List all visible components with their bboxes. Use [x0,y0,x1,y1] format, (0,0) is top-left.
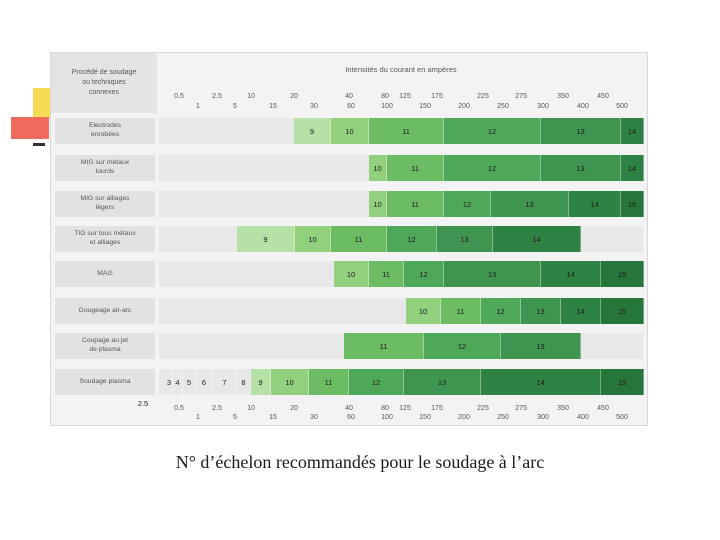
current-intensity-header: Intensités du courant en ampères [345,65,457,74]
bottom-tick-b-5: 100 [381,414,393,421]
top-tick-a-11: 450 [597,93,609,100]
bottom-tick-a-11: 450 [597,405,609,412]
shade-number-cell: 10 [271,369,309,395]
top-tick-b-6: 150 [419,103,431,110]
plasma-low-tick: 2.5 [137,399,149,408]
shade-number-cell: 12 [424,333,501,359]
shade-number-cell: 9 [237,226,295,252]
process-label: MIG sur métaux lourds [55,155,155,181]
bottom-tick-b-9: 300 [537,414,549,421]
shade-number-cell: 8 [237,369,251,395]
shade-number-cell: 13 [444,261,541,287]
shade-number-cell: 12 [444,155,541,181]
top-tick-b-11: 500 [616,103,628,110]
shade-number-cell: 15 [621,191,644,217]
top-tick-b-1: 5 [233,103,237,110]
bottom-tick-b-11: 500 [616,414,628,421]
top-tick-b-4: 60 [347,103,355,110]
process-label: MIG sur alliages légers [55,191,155,217]
top-tick-b-2: 15 [269,103,277,110]
shade-number-cell: 13 [541,118,621,144]
process-label: MAG [55,261,155,287]
shade-number-cell: 10 [406,298,441,324]
shade-number-cell: 10 [334,261,369,287]
process-label: Gougeage air-arc [55,298,155,324]
bottom-tick-b-8: 250 [497,414,509,421]
process-label: TIG sur tous métaux et alliages [55,226,155,252]
bottom-tick-b-0: 1 [196,414,200,421]
shade-number-cell: 11 [441,298,481,324]
shade-number-cell: 13 [501,333,581,359]
shade-number-cell: 11 [369,261,404,287]
shade-number-cell: 14 [569,191,621,217]
top-tick-a-6: 125 [399,93,411,100]
top-tick-a-8: 225 [477,93,489,100]
shade-number-cell: 15 [601,298,644,324]
top-tick-b-7: 200 [458,103,470,110]
top-tick-b-3: 30 [310,103,318,110]
shade-number-cell: 13 [541,155,621,181]
shade-number-cell: 11 [309,369,349,395]
shade-number-cell: 12 [404,261,444,287]
shade-number-cell: 10 [331,118,369,144]
shade-number-cell: 11 [369,118,444,144]
shade-number-cell: 11 [344,333,424,359]
shade-number-cell: 14 [621,118,644,144]
bottom-tick-a-1: 2.5 [212,405,222,412]
bottom-tick-b-7: 200 [458,414,470,421]
shade-number-cell: 7 [213,369,237,395]
slide-caption: N° d’échelon recommandés pour le soudage à l’arc [175,452,545,472]
shade-number-cell: 9 [251,369,271,395]
shade-number-cell: 13 [437,226,493,252]
shade-number-cell: 12 [387,226,437,252]
bottom-tick-b-1: 5 [233,414,237,421]
top-tick-a-3: 20 [290,93,298,100]
top-tick-b-0: 1 [196,103,200,110]
bottom-tick-a-4: 40 [345,405,353,412]
shade-number-cell: 4 [173,369,183,395]
bottom-tick-b-2: 15 [269,414,277,421]
bottom-tick-a-9: 275 [515,405,527,412]
process-label: Electrodes enrobées [55,118,155,144]
top-tick-a-7: 175 [431,93,443,100]
top-tick-b-9: 300 [537,103,549,110]
top-tick-a-2: 10 [247,93,255,100]
shade-number-cell: 13 [491,191,569,217]
top-tick-a-1: 2.5 [212,93,222,100]
bottom-tick-a-8: 225 [477,405,489,412]
shade-number-cell: 14 [561,298,601,324]
top-tick-a-0: 0.5 [174,93,184,100]
bottom-tick-a-3: 20 [290,405,298,412]
top-tick-b-10: 400 [577,103,589,110]
shade-number-cell: 10 [369,191,387,217]
decorative-line [33,143,45,146]
bottom-tick-b-4: 60 [347,414,355,421]
shade-number-cell: 10 [295,226,331,252]
top-tick-b-5: 100 [381,103,393,110]
shade-number-cell: 14 [481,369,601,395]
bottom-tick-a-0: 0.5 [174,405,184,412]
top-tick-a-5: 80 [381,93,389,100]
bottom-tick-a-5: 80 [381,405,389,412]
shade-number-cell: 13 [521,298,561,324]
shade-number-cell: 15 [601,261,644,287]
welding-shade-table [50,52,648,426]
process-label: Coupage au jet de plasma [55,333,155,359]
bottom-tick-b-10: 400 [577,414,589,421]
bottom-tick-a-7: 175 [431,405,443,412]
bottom-tick-a-6: 125 [399,405,411,412]
shade-number-cell: 13 [404,369,481,395]
shade-number-cell: 11 [331,226,387,252]
bottom-tick-b-6: 150 [419,414,431,421]
shade-number-cell: 14 [493,226,581,252]
shade-number-cell: 12 [444,191,491,217]
shade-number-cell: 12 [349,369,404,395]
top-tick-b-8: 250 [497,103,509,110]
shade-number-cell: 15 [601,369,644,395]
shade-number-cell: 14 [621,155,644,181]
shade-number-cell: 12 [444,118,541,144]
shade-number-cell: 5 [183,369,196,395]
shade-number-cell: 10 [369,155,387,181]
decorative-red-bar [11,117,49,139]
shade-number-cell: 9 [294,118,331,144]
top-tick-a-10: 350 [557,93,569,100]
process-column-header: Procédé de soudage ou techniques connexes [51,53,157,113]
top-tick-a-4: 40 [345,93,353,100]
shade-number-cell: 11 [387,191,444,217]
shade-number-cell: 6 [196,369,213,395]
process-label: Soudage plasma [55,369,155,395]
shade-number-cell: 3 [166,369,173,395]
bottom-tick-a-10: 350 [557,405,569,412]
bottom-tick-b-3: 30 [310,414,318,421]
bottom-tick-a-2: 10 [247,405,255,412]
shade-number-cell: 11 [387,155,444,181]
top-tick-a-9: 275 [515,93,527,100]
shade-number-cell: 14 [541,261,601,287]
shade-number-cell: 12 [481,298,521,324]
